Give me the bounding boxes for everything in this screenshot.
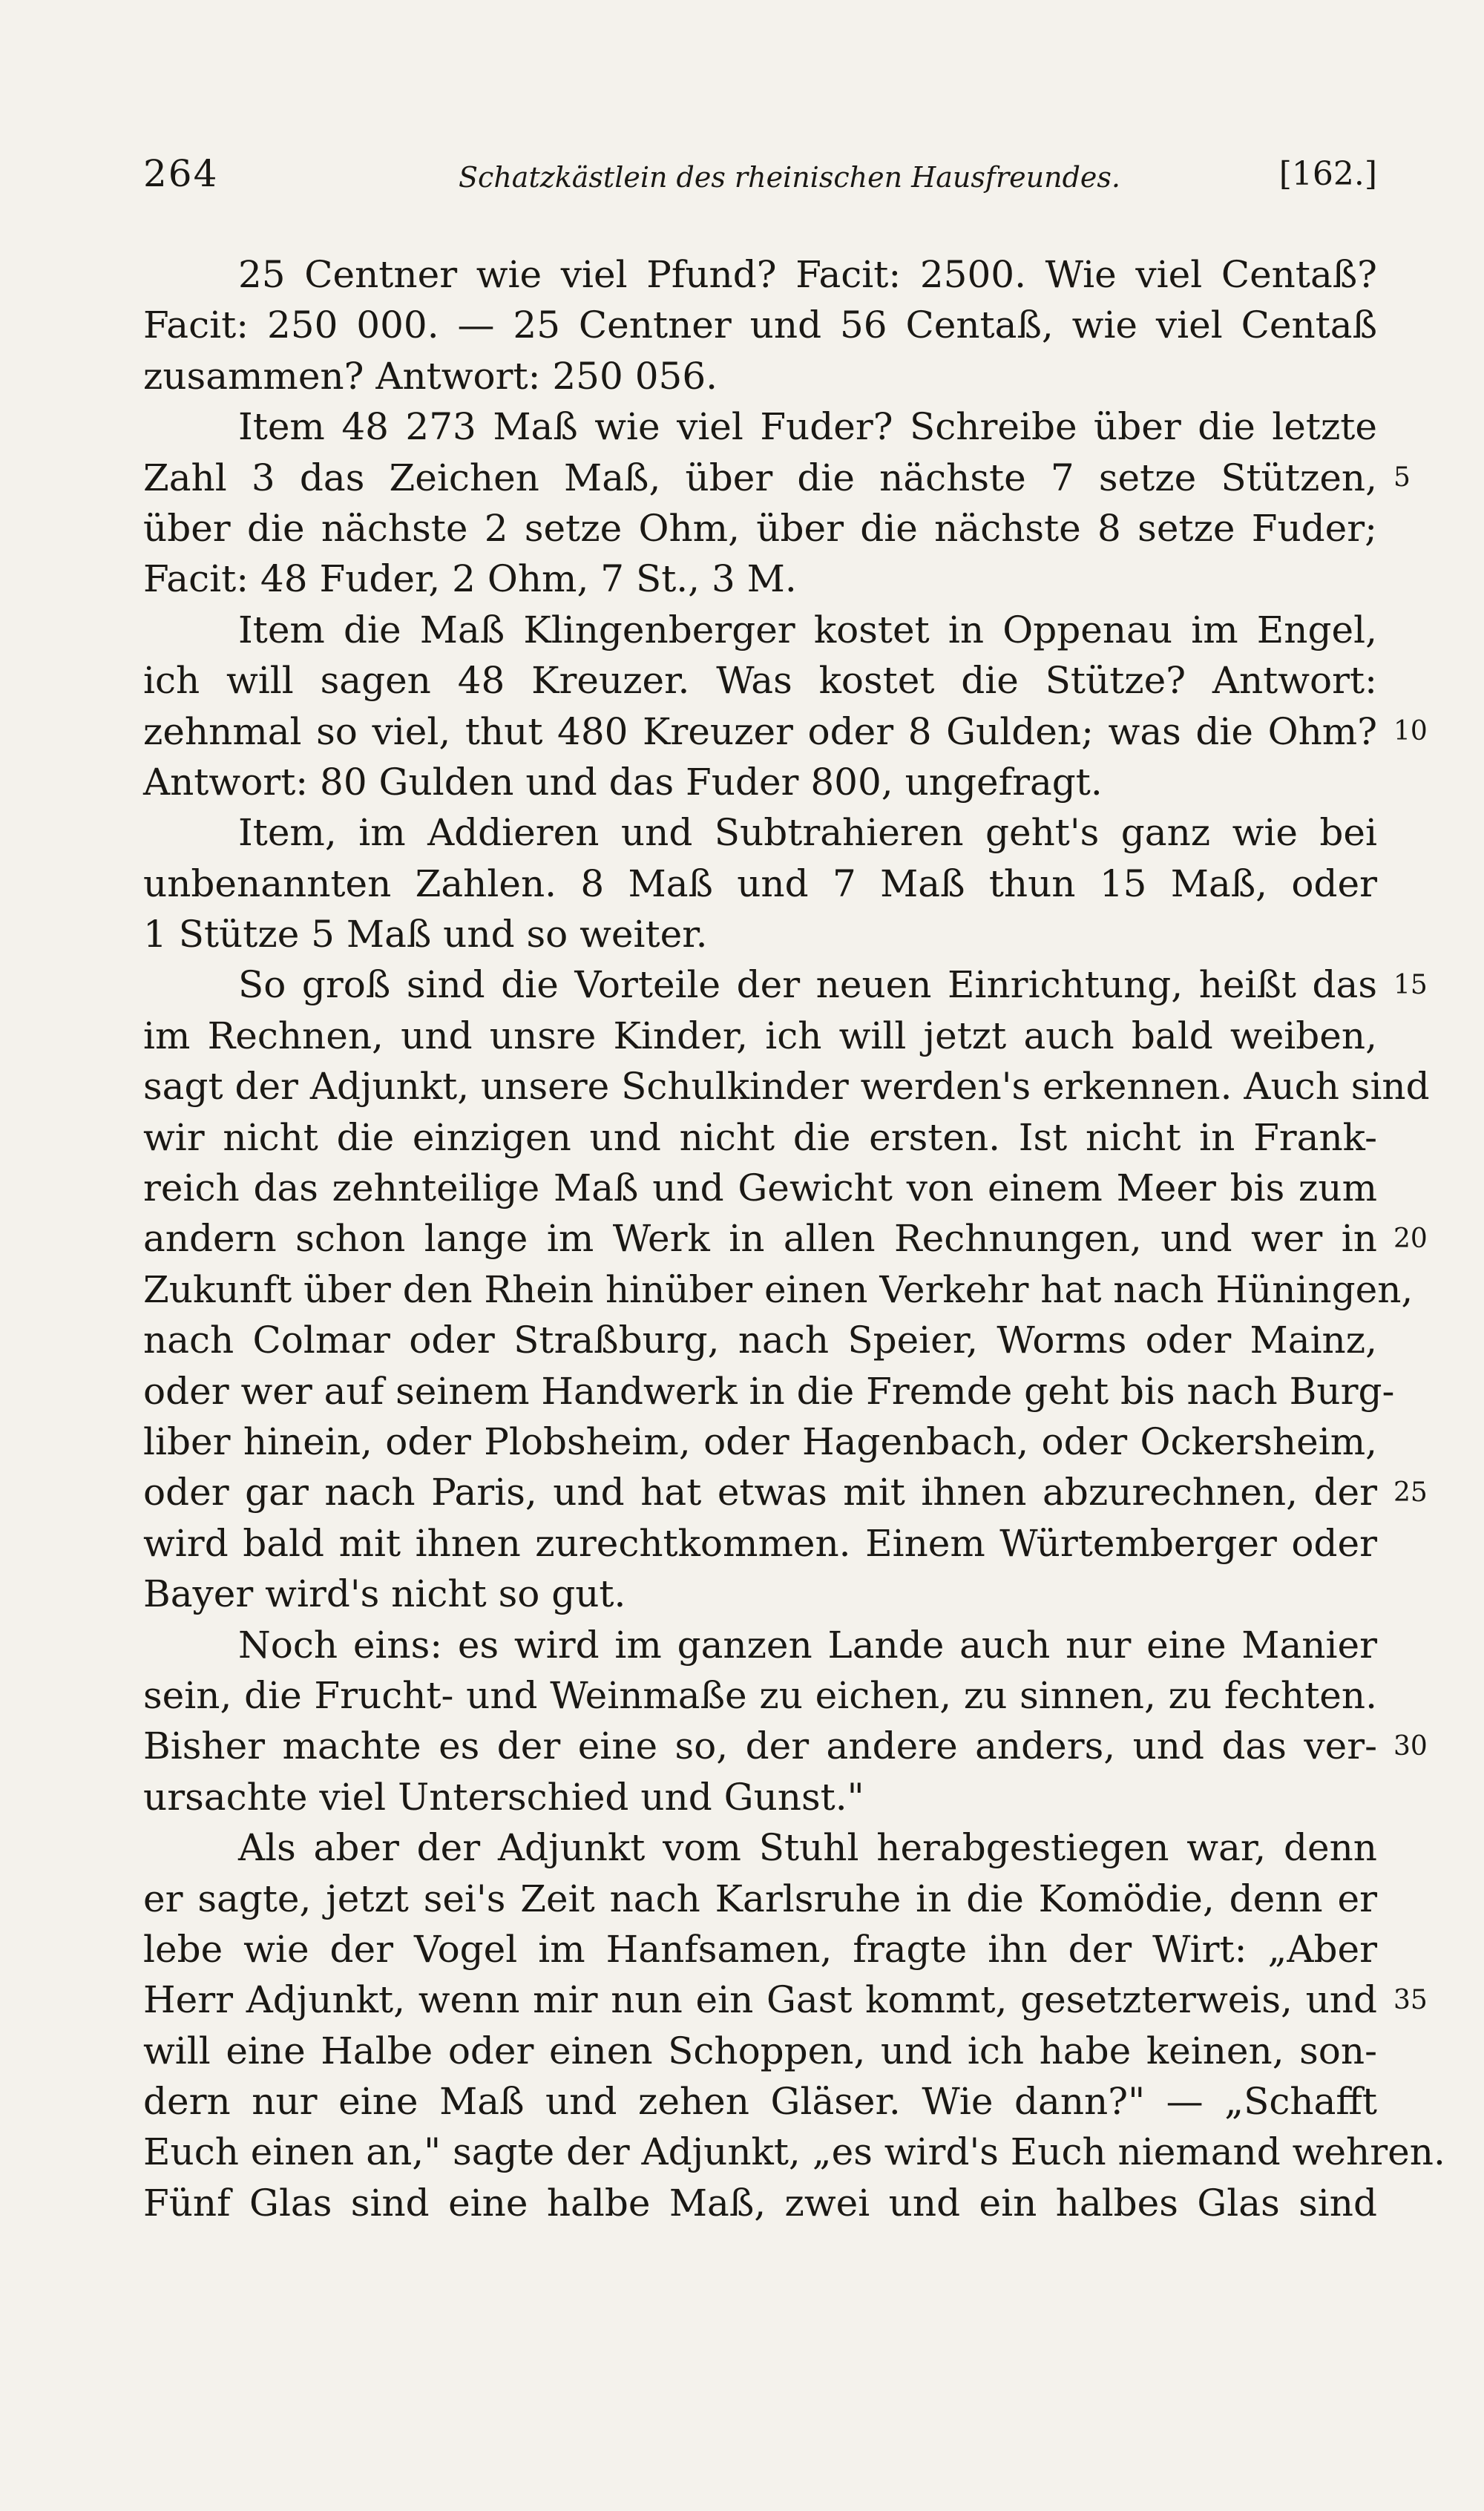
text-line: dern nur eine Maß und zehen Gläser. Wie dann?" — „Schafft [143,2080,1377,2124]
text-line: sein, die Frucht- und Weinmaße zu eichen, zu sinnen, zu fechten. [143,1673,1377,1717]
text-line: reich das zehnteilige Maß und Gewicht von einem Meer bis zum [143,1166,1377,1210]
text-line: Item die Maß Klingenberger kostet in Oppenau im Engel, [238,608,1377,651]
text-line: liber hinein, oder Plobsheim, oder Hagenbach, oder Ockersheim, [143,1419,1377,1463]
text-line: ursachte viel Unterschied und Gunst." [143,1775,864,1819]
text-line: wir nicht die einzigen und nicht die ersten. Ist nicht in Frank- [143,1115,1377,1159]
text-line: im Rechnen, und unsre Kinder, ich will jetzt auch bald weiben, [143,1014,1377,1057]
margin-line-number: 15 [1393,969,1428,1000]
text-line: Euch einen an," sagte der Adjunkt, „es wird's Euch niemand wehren. [143,2130,1445,2174]
original-page-number: [162.] [1278,155,1377,193]
text-line: Facit: 250 000. — 25 Centner und 56 Centaß, wie viel Centaß [143,303,1377,347]
text-line: 1 Stütze 5 Maß und so weiter. [143,913,708,956]
page-number: 264 [143,152,219,195]
text-line: Bayer wird's nicht so gut. [143,1572,626,1616]
text-line: nach Colmar oder Straßburg, nach Speier, Worms oder Mainz, [143,1319,1377,1362]
margin-line-number: 20 [1393,1223,1428,1254]
text-line: Facit: 48 Fuder, 2 Ohm, 7 St., 3 M. [143,557,797,601]
text-line: er sagte, jetzt sei's Zeit nach Karlsruhe in die Komödie, denn er [143,1877,1377,1920]
text-line: ich will sagen 48 Kreuzer. Was kostet die Stütze? Antwort: [143,659,1377,703]
page-header [143,152,1377,204]
text-line: 25 Centner wie viel Pfund? Facit: 2500. Wie viel Centaß? [238,253,1377,296]
text-line: über die nächste 2 setze Ohm, über die nächste 8 setze Fuder; [143,506,1377,550]
text-line: wird bald mit ihnen zurechtkommen. Einem Würtemberger oder [143,1521,1377,1565]
text-line: oder gar nach Paris, und hat etwas mit ihnen abzurechnen, der [143,1471,1377,1514]
text-line: andern schon lange im Werk in allen Rechnungen, und wer in [143,1217,1377,1261]
text-line: sagt der Adjunkt, unsere Schulkinder werden's erkennen. Auch sind [143,1065,1430,1109]
margin-line-number: 25 [1393,1477,1428,1508]
text-line: Noch eins: es wird im ganzen Lande auch nur eine Manier [238,1623,1377,1667]
margin-line-number: 10 [1393,715,1428,746]
text-line: unbenannten Zahlen. 8 Maß und 7 Maß thun 15 Maß, oder [143,861,1377,905]
text-line: Antwort: 80 Gulden und das Fuder 800, ungefragt. [143,760,1103,804]
text-line: lebe wie der Vogel im Hanfsamen, fragte ihn der Wirt: „Aber [143,1927,1377,1971]
text-line: oder wer auf seinem Handwerk in die Fremde geht bis nach Burg- [143,1369,1395,1413]
text-line: Bisher machte es der eine so, der andere anders, und das ver- [143,1724,1377,1768]
text-line: will eine Halbe oder einen Schoppen, und ich habe keinen, son- [143,2029,1377,2072]
margin-line-number: 5 [1393,462,1411,493]
text-line: Als aber der Adjunkt vom Stuhl herabgestiegen war, denn [238,1826,1377,1870]
text-line: Fünf Glas sind eine halbe Maß, zwei und ein halbes Glas sind [143,2181,1377,2225]
text-line: Item 48 273 Maß wie viel Fuder? Schreibe über die letzte [238,405,1377,449]
text-line: Zukunft über den Rhein hinüber einen Verkehr hat nach Hüningen, [143,1267,1414,1311]
margin-line-number: 35 [1393,1984,1428,2015]
text-line: Zahl 3 das Zeichen Maß, über die nächste 7 setze Stützen, [143,456,1377,499]
margin-line-number: 30 [1393,1730,1428,1762]
text-line: zusammen? Antwort: 250 056. [143,354,718,398]
text-line: Herr Adjunkt, wenn mir nun ein Gast kommt, gesetzterweis, und [143,1978,1377,2022]
text-line: Item, im Addieren und Subtrahieren geht's ganz wie bei [238,811,1377,855]
text-line: zehnmal so viel, thut 480 Kreuzer oder 8 Gulden; was die Ohm? [143,709,1377,753]
running-title: Schatzkästlein des rheinischen Hausfreundes. [459,161,1120,194]
text-line: So groß sind die Vorteile der neuen Einrichtung, heißt das [238,963,1377,1007]
